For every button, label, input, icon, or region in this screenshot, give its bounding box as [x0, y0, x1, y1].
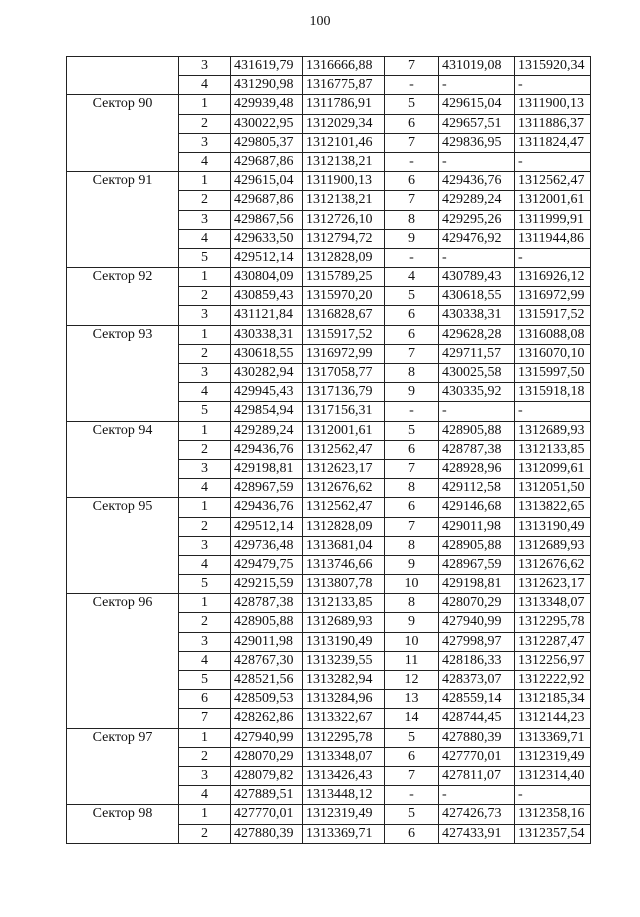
right-x-coordinate-cell: 429198,81	[439, 575, 515, 594]
right-x-coordinate-cell: 429011,98	[439, 517, 515, 536]
right-x-coordinate-cell: 430789,43	[439, 268, 515, 287]
right-point-number-cell: 8	[385, 364, 439, 383]
left-y-coordinate-cell: 1317058,77	[303, 364, 385, 383]
left-point-number-cell: 1	[179, 268, 231, 287]
left-y-coordinate-cell: 1316828,67	[303, 306, 385, 325]
left-point-number-cell: 4	[179, 555, 231, 574]
left-x-coordinate-cell: 429215,59	[231, 575, 303, 594]
left-point-number-cell: 5	[179, 402, 231, 421]
table-row	[67, 95, 591, 114]
left-y-coordinate-cell: 1312676,62	[303, 479, 385, 498]
right-point-number-cell: 9	[385, 383, 439, 402]
left-point-number-cell: 3	[179, 536, 231, 555]
left-y-coordinate-cell: 1317136,79	[303, 383, 385, 402]
right-point-number-cell: 7	[385, 344, 439, 363]
left-x-coordinate-cell: 429687,86	[231, 152, 303, 171]
left-x-coordinate-cell: 428521,56	[231, 671, 303, 690]
left-x-coordinate-cell: 427880,39	[231, 824, 303, 843]
right-x-coordinate-cell: 429628,28	[439, 325, 515, 344]
left-y-coordinate-cell: 1312029,34	[303, 114, 385, 133]
right-y-coordinate-cell: 1316926,12	[515, 268, 591, 287]
left-x-coordinate-cell: 429512,14	[231, 517, 303, 536]
left-x-coordinate-cell: 428767,30	[231, 651, 303, 670]
left-y-coordinate-cell: 1316775,87	[303, 76, 385, 95]
left-y-coordinate-cell: 1317156,31	[303, 402, 385, 421]
left-point-number-cell: 6	[179, 690, 231, 709]
right-point-number-cell: 6	[385, 824, 439, 843]
right-y-coordinate-cell: 1316972,99	[515, 287, 591, 306]
left-x-coordinate-cell: 431290,98	[231, 76, 303, 95]
left-y-coordinate-cell: 1315917,52	[303, 325, 385, 344]
right-point-number-cell: 12	[385, 671, 439, 690]
right-y-coordinate-cell: -	[515, 402, 591, 421]
left-point-number-cell: 3	[179, 632, 231, 651]
right-point-number-cell: 8	[385, 536, 439, 555]
left-x-coordinate-cell: 429198,81	[231, 459, 303, 478]
left-y-coordinate-cell: 1315970,20	[303, 287, 385, 306]
sector-name-cell: Сектор 93	[67, 325, 179, 421]
left-point-number-cell: 2	[179, 191, 231, 210]
left-y-coordinate-cell: 1313348,07	[303, 747, 385, 766]
left-point-number-cell: 4	[179, 651, 231, 670]
left-x-coordinate-cell: 429436,76	[231, 498, 303, 517]
left-point-number-cell: 2	[179, 747, 231, 766]
table-row	[67, 594, 591, 613]
left-x-coordinate-cell: 428079,82	[231, 766, 303, 785]
right-x-coordinate-cell: 428787,38	[439, 440, 515, 459]
left-x-coordinate-cell: 430022,95	[231, 114, 303, 133]
left-y-coordinate-cell: 1313369,71	[303, 824, 385, 843]
sector-name-cell: Сектор 90	[67, 95, 179, 172]
left-x-coordinate-cell: 429615,04	[231, 172, 303, 191]
left-point-number-cell: 7	[179, 709, 231, 728]
right-x-coordinate-cell: 427940,99	[439, 613, 515, 632]
left-point-number-cell: 2	[179, 517, 231, 536]
right-x-coordinate-cell: 427433,91	[439, 824, 515, 843]
right-y-coordinate-cell: -	[515, 152, 591, 171]
left-point-number-cell: 3	[179, 459, 231, 478]
right-y-coordinate-cell: 1312099,61	[515, 459, 591, 478]
right-point-number-cell: 10	[385, 575, 439, 594]
left-x-coordinate-cell: 429854,94	[231, 402, 303, 421]
left-point-number-cell: 3	[179, 364, 231, 383]
right-y-coordinate-cell: 1312222,92	[515, 671, 591, 690]
right-x-coordinate-cell: -	[439, 402, 515, 421]
right-point-number-cell: 7	[385, 133, 439, 152]
left-point-number-cell: 3	[179, 306, 231, 325]
right-y-coordinate-cell: 1313190,49	[515, 517, 591, 536]
right-x-coordinate-cell: 429295,26	[439, 210, 515, 229]
right-point-number-cell: 8	[385, 479, 439, 498]
right-point-number-cell: 6	[385, 306, 439, 325]
left-x-coordinate-cell: 430282,94	[231, 364, 303, 383]
right-y-coordinate-cell: 1312357,54	[515, 824, 591, 843]
right-x-coordinate-cell: 430618,55	[439, 287, 515, 306]
right-x-coordinate-cell: 428070,29	[439, 594, 515, 613]
left-x-coordinate-cell: 429479,75	[231, 555, 303, 574]
left-y-coordinate-cell: 1312138,21	[303, 191, 385, 210]
right-point-number-cell: -	[385, 152, 439, 171]
right-point-number-cell: 6	[385, 440, 439, 459]
table-row	[67, 268, 591, 287]
right-point-number-cell: 7	[385, 517, 439, 536]
left-point-number-cell: 4	[179, 383, 231, 402]
left-y-coordinate-cell: 1311900,13	[303, 172, 385, 191]
coordinates-table-body	[67, 57, 591, 844]
right-x-coordinate-cell: 427880,39	[439, 728, 515, 747]
left-x-coordinate-cell: 429736,48	[231, 536, 303, 555]
left-y-coordinate-cell: 1313448,12	[303, 786, 385, 805]
right-y-coordinate-cell: 1312623,17	[515, 575, 591, 594]
table-row	[67, 172, 591, 191]
left-point-number-cell: 3	[179, 57, 231, 76]
right-y-coordinate-cell: 1311824,47	[515, 133, 591, 152]
right-y-coordinate-cell: 1315918,18	[515, 383, 591, 402]
left-y-coordinate-cell: 1313284,96	[303, 690, 385, 709]
left-y-coordinate-cell: 1312623,17	[303, 459, 385, 478]
left-y-coordinate-cell: 1313190,49	[303, 632, 385, 651]
right-point-number-cell: 6	[385, 172, 439, 191]
sector-name-cell: Сектор 98	[67, 805, 179, 843]
right-point-number-cell: 7	[385, 191, 439, 210]
left-point-number-cell: 4	[179, 229, 231, 248]
right-y-coordinate-cell: 1312314,40	[515, 766, 591, 785]
left-y-coordinate-cell: 1316972,99	[303, 344, 385, 363]
right-x-coordinate-cell: 427770,01	[439, 747, 515, 766]
left-point-number-cell: 1	[179, 95, 231, 114]
right-x-coordinate-cell: 431019,08	[439, 57, 515, 76]
right-y-coordinate-cell: -	[515, 76, 591, 95]
right-point-number-cell: 7	[385, 459, 439, 478]
table-row	[67, 498, 591, 517]
right-x-coordinate-cell: -	[439, 786, 515, 805]
right-point-number-cell: 6	[385, 325, 439, 344]
left-y-coordinate-cell: 1313322,67	[303, 709, 385, 728]
left-point-number-cell: 2	[179, 287, 231, 306]
right-point-number-cell: 5	[385, 728, 439, 747]
right-y-coordinate-cell: 1312295,78	[515, 613, 591, 632]
left-x-coordinate-cell: 431619,79	[231, 57, 303, 76]
left-y-coordinate-cell: 1315789,25	[303, 268, 385, 287]
left-x-coordinate-cell: 429633,50	[231, 229, 303, 248]
left-point-number-cell: 1	[179, 325, 231, 344]
sector-name-cell: Сектор 92	[67, 268, 179, 326]
right-point-number-cell: 9	[385, 229, 439, 248]
right-point-number-cell: 6	[385, 114, 439, 133]
right-point-number-cell: -	[385, 248, 439, 267]
left-x-coordinate-cell: 427770,01	[231, 805, 303, 824]
right-y-coordinate-cell: -	[515, 248, 591, 267]
left-x-coordinate-cell: 428509,53	[231, 690, 303, 709]
right-y-coordinate-cell: 1312185,34	[515, 690, 591, 709]
left-point-number-cell: 3	[179, 210, 231, 229]
left-point-number-cell: 1	[179, 172, 231, 191]
right-y-coordinate-cell: 1316088,08	[515, 325, 591, 344]
right-x-coordinate-cell: 429711,57	[439, 344, 515, 363]
right-y-coordinate-cell: 1315917,52	[515, 306, 591, 325]
right-y-coordinate-cell: 1311900,13	[515, 95, 591, 114]
right-y-coordinate-cell: 1312051,50	[515, 479, 591, 498]
left-point-number-cell: 1	[179, 421, 231, 440]
table-row	[67, 728, 591, 747]
left-point-number-cell: 2	[179, 114, 231, 133]
right-x-coordinate-cell: 427426,73	[439, 805, 515, 824]
right-x-coordinate-cell: 427811,07	[439, 766, 515, 785]
right-y-coordinate-cell: 1311886,37	[515, 114, 591, 133]
left-point-number-cell: 2	[179, 824, 231, 843]
left-point-number-cell: 4	[179, 786, 231, 805]
sector-name-cell: Сектор 95	[67, 498, 179, 594]
table-row	[67, 805, 591, 824]
right-x-coordinate-cell: 428928,96	[439, 459, 515, 478]
left-y-coordinate-cell: 1313426,43	[303, 766, 385, 785]
right-x-coordinate-cell: 429615,04	[439, 95, 515, 114]
right-x-coordinate-cell: 429289,24	[439, 191, 515, 210]
left-y-coordinate-cell: 1313239,55	[303, 651, 385, 670]
right-point-number-cell: -	[385, 76, 439, 95]
left-x-coordinate-cell: 428787,38	[231, 594, 303, 613]
right-point-number-cell: 9	[385, 555, 439, 574]
left-x-coordinate-cell: 429805,37	[231, 133, 303, 152]
left-point-number-cell: 4	[179, 76, 231, 95]
left-x-coordinate-cell: 428070,29	[231, 747, 303, 766]
right-x-coordinate-cell: 429657,51	[439, 114, 515, 133]
left-x-coordinate-cell: 429289,24	[231, 421, 303, 440]
right-y-coordinate-cell: 1312133,85	[515, 440, 591, 459]
right-y-coordinate-cell: 1311999,91	[515, 210, 591, 229]
page-number: 100	[309, 14, 331, 29]
sector-name-cell: Сектор 96	[67, 594, 179, 728]
left-point-number-cell: 3	[179, 766, 231, 785]
right-point-number-cell: 8	[385, 210, 439, 229]
left-x-coordinate-cell: 430618,55	[231, 344, 303, 363]
right-x-coordinate-cell: -	[439, 76, 515, 95]
left-x-coordinate-cell: 430338,31	[231, 325, 303, 344]
right-x-coordinate-cell: 429836,95	[439, 133, 515, 152]
left-point-number-cell: 4	[179, 479, 231, 498]
left-y-coordinate-cell: 1312828,09	[303, 248, 385, 267]
left-x-coordinate-cell: 428262,86	[231, 709, 303, 728]
right-point-number-cell: 5	[385, 421, 439, 440]
right-x-coordinate-cell: 430335,92	[439, 383, 515, 402]
right-x-coordinate-cell: 428186,33	[439, 651, 515, 670]
left-point-number-cell: 1	[179, 728, 231, 747]
right-x-coordinate-cell: 428905,88	[439, 536, 515, 555]
right-point-number-cell: 7	[385, 766, 439, 785]
right-y-coordinate-cell: 1312144,23	[515, 709, 591, 728]
left-y-coordinate-cell: 1311786,91	[303, 95, 385, 114]
left-y-coordinate-cell: 1312138,21	[303, 152, 385, 171]
right-point-number-cell: 5	[385, 95, 439, 114]
left-y-coordinate-cell: 1312828,09	[303, 517, 385, 536]
right-y-coordinate-cell: 1315920,34	[515, 57, 591, 76]
table-row	[67, 325, 591, 344]
table-row	[67, 57, 591, 76]
right-x-coordinate-cell: 429146,68	[439, 498, 515, 517]
left-x-coordinate-cell: 429867,56	[231, 210, 303, 229]
right-y-coordinate-cell: 1312001,61	[515, 191, 591, 210]
right-y-coordinate-cell: 1311944,86	[515, 229, 591, 248]
sector-name-cell	[67, 57, 179, 95]
right-y-coordinate-cell: 1312319,49	[515, 747, 591, 766]
left-point-number-cell: 5	[179, 575, 231, 594]
left-y-coordinate-cell: 1312726,10	[303, 210, 385, 229]
left-point-number-cell: 1	[179, 498, 231, 517]
left-x-coordinate-cell: 429945,43	[231, 383, 303, 402]
right-x-coordinate-cell: 428905,88	[439, 421, 515, 440]
left-x-coordinate-cell: 429512,14	[231, 248, 303, 267]
left-x-coordinate-cell: 428967,59	[231, 479, 303, 498]
right-point-number-cell: 8	[385, 594, 439, 613]
right-y-coordinate-cell: 1312287,47	[515, 632, 591, 651]
right-x-coordinate-cell: 429476,92	[439, 229, 515, 248]
left-point-number-cell: 5	[179, 671, 231, 690]
left-y-coordinate-cell: 1312001,61	[303, 421, 385, 440]
right-y-coordinate-cell: 1315997,50	[515, 364, 591, 383]
right-x-coordinate-cell: 428559,14	[439, 690, 515, 709]
right-point-number-cell: 5	[385, 805, 439, 824]
left-point-number-cell: 1	[179, 594, 231, 613]
right-point-number-cell: 9	[385, 613, 439, 632]
table-row	[67, 421, 591, 440]
left-x-coordinate-cell: 427889,51	[231, 786, 303, 805]
left-y-coordinate-cell: 1316666,88	[303, 57, 385, 76]
right-point-number-cell: 13	[385, 690, 439, 709]
left-x-coordinate-cell: 429687,86	[231, 191, 303, 210]
right-x-coordinate-cell: 429112,58	[439, 479, 515, 498]
right-point-number-cell: 7	[385, 57, 439, 76]
left-y-coordinate-cell: 1312133,85	[303, 594, 385, 613]
right-y-coordinate-cell: 1313348,07	[515, 594, 591, 613]
right-x-coordinate-cell: 427998,97	[439, 632, 515, 651]
left-x-coordinate-cell: 429939,48	[231, 95, 303, 114]
left-y-coordinate-cell: 1312794,72	[303, 229, 385, 248]
right-y-coordinate-cell: 1312676,62	[515, 555, 591, 574]
right-point-number-cell: 5	[385, 287, 439, 306]
left-y-coordinate-cell: 1312562,47	[303, 498, 385, 517]
right-y-coordinate-cell: 1313369,71	[515, 728, 591, 747]
right-point-number-cell: 11	[385, 651, 439, 670]
right-y-coordinate-cell: 1312689,93	[515, 421, 591, 440]
left-y-coordinate-cell: 1313746,66	[303, 555, 385, 574]
sector-name-cell: Сектор 97	[67, 728, 179, 805]
right-y-coordinate-cell: 1316070,10	[515, 344, 591, 363]
left-x-coordinate-cell: 429436,76	[231, 440, 303, 459]
left-point-number-cell: 2	[179, 613, 231, 632]
right-point-number-cell: 4	[385, 268, 439, 287]
left-x-coordinate-cell: 430859,43	[231, 287, 303, 306]
right-point-number-cell: -	[385, 402, 439, 421]
right-point-number-cell: 6	[385, 498, 439, 517]
left-y-coordinate-cell: 1312689,93	[303, 613, 385, 632]
right-y-coordinate-cell: 1312689,93	[515, 536, 591, 555]
right-y-coordinate-cell: 1312256,97	[515, 651, 591, 670]
left-x-coordinate-cell: 428905,88	[231, 613, 303, 632]
left-x-coordinate-cell: 431121,84	[231, 306, 303, 325]
left-point-number-cell: 4	[179, 152, 231, 171]
right-y-coordinate-cell: -	[515, 786, 591, 805]
right-point-number-cell: 10	[385, 632, 439, 651]
left-y-coordinate-cell: 1312295,78	[303, 728, 385, 747]
left-point-number-cell: 1	[179, 805, 231, 824]
left-point-number-cell: 2	[179, 344, 231, 363]
left-y-coordinate-cell: 1312101,46	[303, 133, 385, 152]
right-x-coordinate-cell: -	[439, 248, 515, 267]
left-y-coordinate-cell: 1313282,94	[303, 671, 385, 690]
right-point-number-cell: -	[385, 786, 439, 805]
left-x-coordinate-cell: 430804,09	[231, 268, 303, 287]
left-y-coordinate-cell: 1312562,47	[303, 440, 385, 459]
left-y-coordinate-cell: 1312319,49	[303, 805, 385, 824]
right-x-coordinate-cell: 430025,58	[439, 364, 515, 383]
right-x-coordinate-cell: 428744,45	[439, 709, 515, 728]
left-y-coordinate-cell: 1313807,78	[303, 575, 385, 594]
coordinates-table	[66, 56, 591, 844]
right-x-coordinate-cell: 428373,07	[439, 671, 515, 690]
right-y-coordinate-cell: 1312562,47	[515, 172, 591, 191]
right-y-coordinate-cell: 1313822,65	[515, 498, 591, 517]
right-x-coordinate-cell: 428967,59	[439, 555, 515, 574]
left-x-coordinate-cell: 429011,98	[231, 632, 303, 651]
left-point-number-cell: 3	[179, 133, 231, 152]
left-point-number-cell: 5	[179, 248, 231, 267]
right-point-number-cell: 6	[385, 747, 439, 766]
right-x-coordinate-cell: 429436,76	[439, 172, 515, 191]
sector-name-cell: Сектор 91	[67, 172, 179, 268]
sector-name-cell: Сектор 94	[67, 421, 179, 498]
left-x-coordinate-cell: 427940,99	[231, 728, 303, 747]
right-point-number-cell: 14	[385, 709, 439, 728]
left-point-number-cell: 2	[179, 440, 231, 459]
left-y-coordinate-cell: 1313681,04	[303, 536, 385, 555]
right-x-coordinate-cell: 430338,31	[439, 306, 515, 325]
right-x-coordinate-cell: -	[439, 152, 515, 171]
right-y-coordinate-cell: 1312358,16	[515, 805, 591, 824]
